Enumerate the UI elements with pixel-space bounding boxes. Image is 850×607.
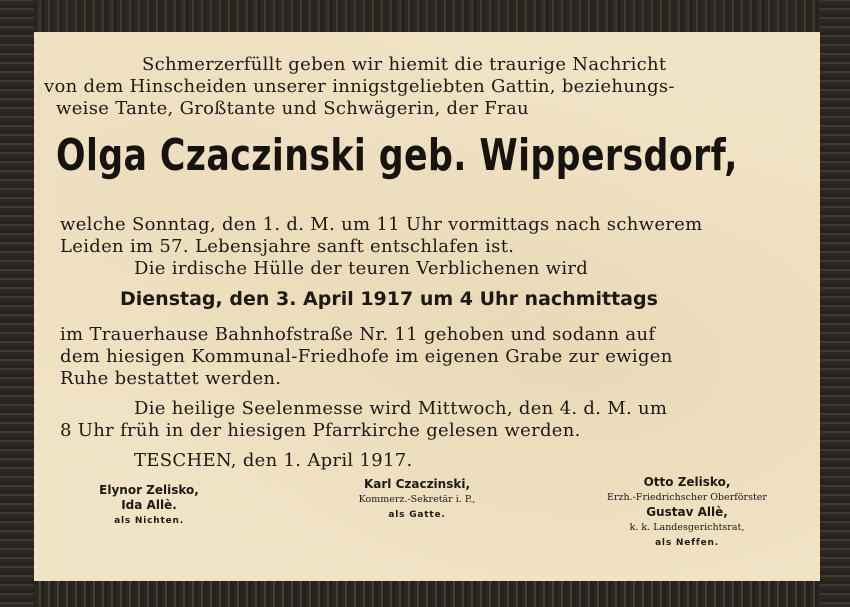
signatory-role: als Gatte. — [388, 510, 446, 520]
signatory-nephews — [572, 475, 802, 551]
death-line-1: welche Sonntag, den 1. d. M. um 11 Uhr vormittags nach schwerem — [60, 214, 703, 235]
place-date: TESCHEN, den 1. April 1917. — [134, 450, 413, 471]
mourning-border-left — [0, 0, 34, 607]
intro-line-2: von dem Hinscheiden unserer innigstgeliebten Gattin, beziehungs- — [44, 76, 675, 97]
deceased-name: Olga Czaczinski geb. Wippersdorf, — [56, 130, 738, 181]
signatory-title: k. k. Landesgerichtsrat, — [629, 522, 745, 533]
signatory-name: Gustav Allè, — [646, 505, 728, 519]
signatory-name: Ida Allè. — [121, 498, 177, 512]
funeral-line-3: Ruhe bestattet werden. — [60, 368, 282, 389]
funeral-intro: Die irdische Hülle der teuren Verblichenen wird — [134, 258, 589, 279]
signatory-title: Erzh.-Friedrichscher Oberförster — [607, 492, 767, 503]
mass-line-2: 8 Uhr früh in der hiesigen Pfarrkirche gelesen werden. — [60, 420, 581, 441]
signatory-title: Kommerz.-Sekretär i. P., — [358, 494, 476, 505]
intro-line-3: weise Tante, Großtante und Schwägerin, der Frau — [56, 98, 529, 119]
signatory-nieces — [74, 483, 224, 529]
intro-line-1: Schmerzerfüllt geben wir hiemit die traurige Nachricht — [142, 54, 667, 75]
signatory-role: als Nichten. — [114, 516, 184, 526]
funeral-date: Dienstag, den 3. April 1917 um 4 Uhr nachmittags — [120, 288, 658, 310]
mourning-border-top — [0, 0, 850, 32]
signatory-name: Elynor Zelisko, — [99, 483, 199, 497]
notice-body — [34, 32, 820, 581]
funeral-line-1: im Trauerhause Bahnhofstraße Nr. 11 gehoben und sodann auf — [60, 324, 656, 345]
mourning-border-bottom — [0, 581, 850, 607]
signatory-name: Karl Czaczinski, — [363, 477, 471, 491]
signatory-role: als Neffen. — [655, 538, 719, 548]
mass-line-1: Die heilige Seelenmesse wird Mittwoch, den 4. d. M. um — [134, 398, 668, 419]
mourning-border-right — [820, 0, 850, 607]
signatory-husband — [312, 477, 522, 523]
death-line-2: Leiden im 57. Lebensjahre sanft entschlafen ist. — [60, 236, 515, 257]
funeral-line-2: dem hiesigen Kommunal-Friedhofe im eigenen Grabe zur ewigen — [60, 346, 673, 367]
signatory-name: Otto Zelisko, — [643, 475, 731, 489]
